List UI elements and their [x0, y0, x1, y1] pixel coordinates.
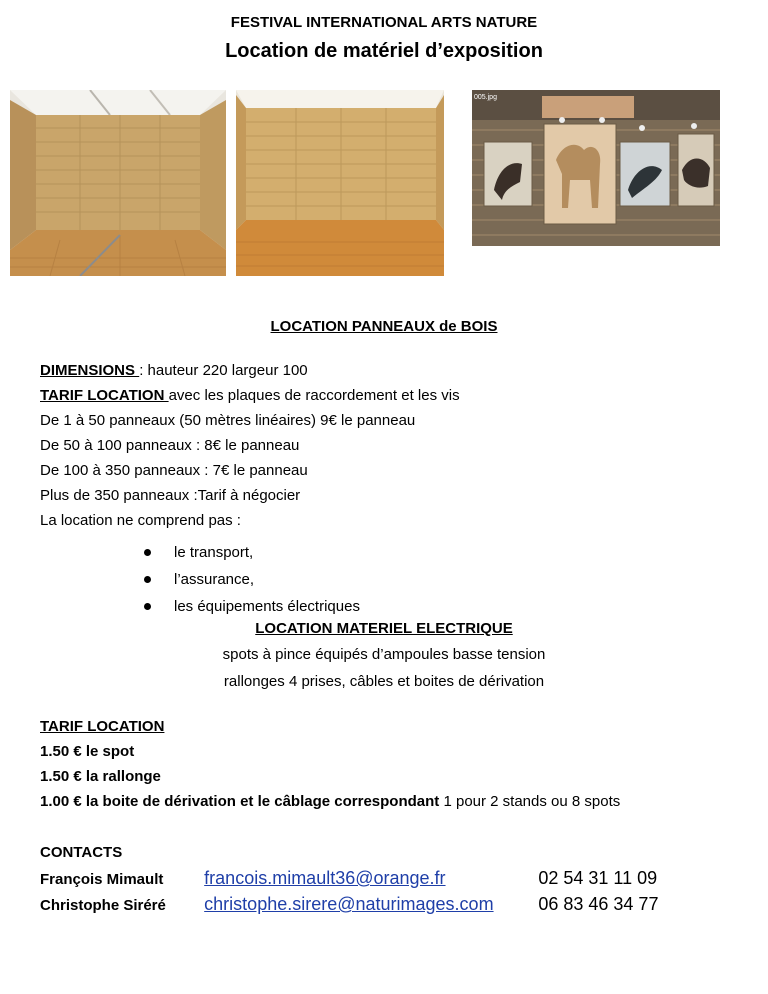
list-item: le transport,	[142, 539, 360, 566]
tarif-line	[40, 789, 620, 814]
photo-caption: 005.jpg	[474, 94, 497, 101]
contact-row	[40, 868, 657, 889]
exclusions-intro: La location ne comprend pas :	[40, 512, 241, 529]
electric-line: rallonges 4 prises, câbles et boites de dérivation	[223, 673, 545, 690]
tarif-line: 1.50 € le spot	[40, 743, 135, 760]
photo-wooden-stand-1	[10, 90, 226, 276]
dimensions-label: DIMENSIONS	[40, 362, 140, 379]
price-line: De 50 à 100 panneaux : 8€ le panneau	[40, 437, 300, 454]
tarif-line-note: 1 pour 2 stands ou 8 spots	[439, 793, 621, 810]
contact-phone: 02 54 31 11 09	[538, 868, 658, 888]
photo-wooden-stand-2	[236, 90, 444, 276]
festival-title: FESTIVAL INTERNATIONAL ARTS NATURE	[230, 14, 538, 31]
contact-phone: 06 83 46 34 77	[538, 894, 659, 914]
electric-tarif	[40, 714, 620, 814]
photo-exhibition-paintings	[472, 90, 720, 246]
contact-email-link[interactable]: francois.mimault36@orange.fr	[204, 868, 446, 888]
contact-row	[40, 894, 658, 915]
price-line: Plus de 350 panneaux :Tarif à négocier	[40, 487, 301, 504]
tarif-line: 1.50 € la rallonge	[40, 768, 161, 785]
panels-details	[40, 358, 760, 533]
tarif-line-bold: 1.00 € la boite de dérivation et le câblage correspondant	[40, 793, 440, 810]
contacts-title: CONTACTS	[40, 844, 123, 861]
electric-section-title: LOCATION MATERIEL ELECTRIQUE	[255, 620, 513, 637]
tarif-value: avec les plaques de raccordement et les vis	[168, 387, 460, 404]
list-item: l’assurance,	[142, 566, 360, 593]
contact-name: Christophe Siréré	[40, 897, 166, 914]
tarif-title: TARIF LOCATION	[40, 718, 165, 735]
price-line: De 100 à 350 panneaux : 7€ le panneau	[40, 462, 308, 479]
panels-section-title: LOCATION PANNEAUX de BOIS	[270, 318, 498, 335]
contact-name: François Mimault	[40, 871, 164, 888]
tarif-label: TARIF LOCATION	[40, 387, 169, 404]
price-line: De 1 à 50 panneaux (50 mètres linéaires) 9€ le panneau	[40, 412, 416, 429]
electric-line: spots à pince équipés d’ampoules basse tension	[222, 646, 546, 663]
exclusions-list	[142, 539, 360, 620]
dimensions-value: : hauteur 220 largeur 100	[139, 362, 308, 379]
contact-email-link[interactable]: christophe.sirere@naturimages.com	[204, 894, 494, 914]
list-item: les équipements électriques	[142, 593, 360, 620]
dimensions-line	[40, 358, 760, 383]
page-title: Location de matériel d’exposition	[225, 40, 543, 62]
tarif-line	[40, 383, 760, 408]
